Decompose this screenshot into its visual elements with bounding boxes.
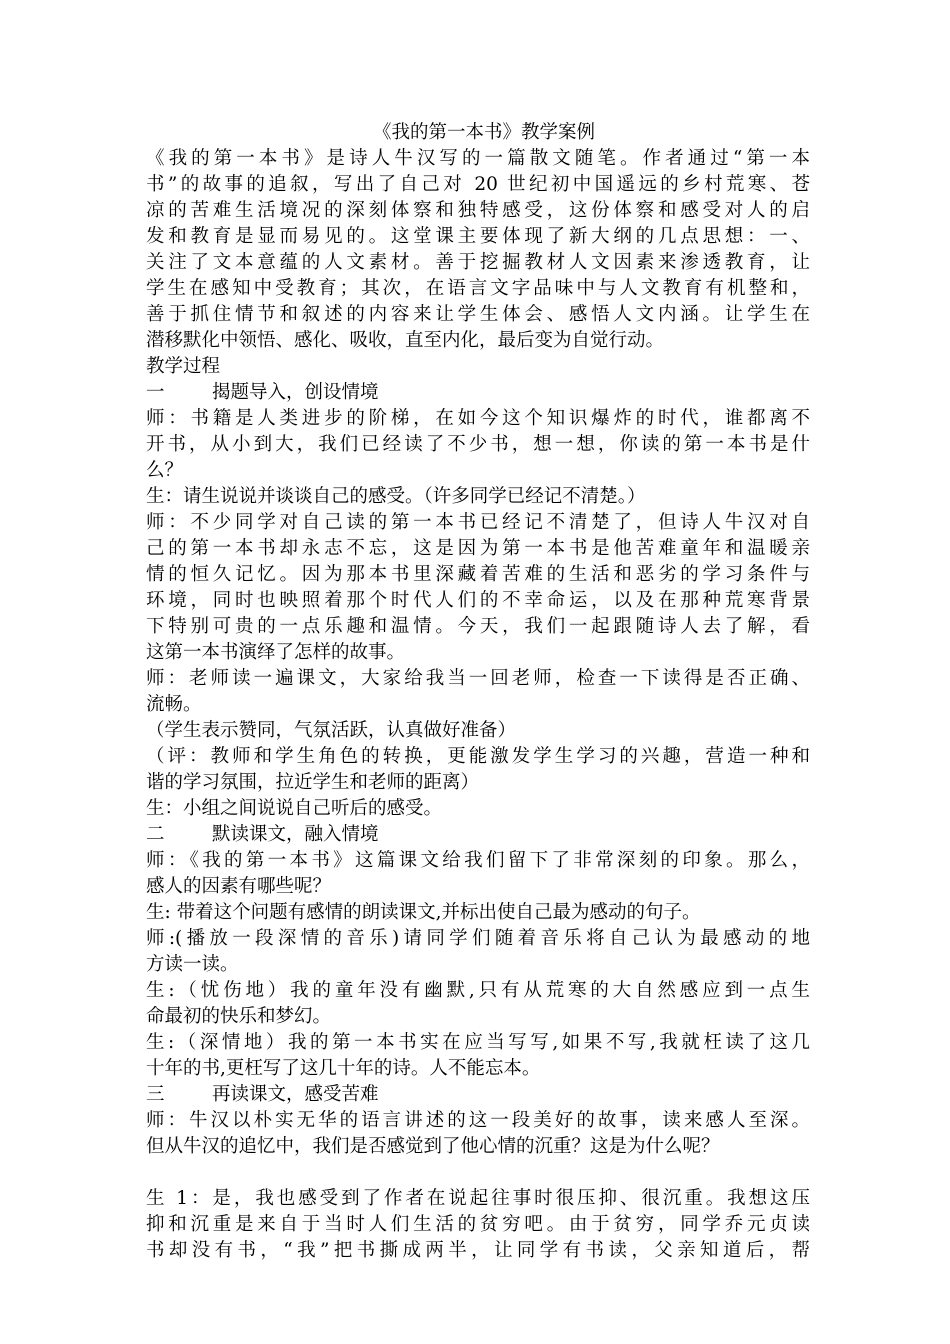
section-2-body: [146, 848, 810, 1082]
section-number: 二: [146, 824, 165, 845]
intro-line: 凉的苦难生活境况的深刻体察和独特感受，这份体察和感受对人的启: [146, 200, 810, 221]
section-title: 再读课文，感受苦难: [212, 1084, 379, 1105]
intro-line: 潜移默化中领悟、感化、吸收，直至内化，最后变为自觉行动。: [146, 330, 665, 351]
body-line: 生: 带着这个问题有感情的朗读课文,并标出使自己最为感动的句子。: [146, 902, 701, 923]
section-number: 一: [146, 382, 165, 403]
body-line: 师：不少同学对自己读的第一本书已经记不清楚了，但诗人牛汉对自: [146, 512, 810, 533]
body-line: 生：请生说说并谈谈自己的感受。（许多同学已经记不清楚。）: [146, 486, 646, 507]
body-line: 抑和沉重是来自于当时人们生活的贫穷吧。由于贫穷，同学乔元贞读: [146, 1214, 810, 1235]
intro-line: 《我的第一本书》是诗人牛汉写的一篇散文随笔。作者通过“第一本: [146, 148, 810, 169]
body-line: （学生表示赞同，气氛活跃，认真做好准备）: [146, 720, 517, 741]
body-line: 生：小组之间说说自己听后的感受。: [146, 798, 443, 819]
body-line: 师：牛汉以朴实无华的语言讲述的这一段美好的故事，读来感人至深。: [146, 1110, 810, 1131]
body-line: （评：教师和学生角色的转换，更能激发学生学习的兴趣，营造一种和: [146, 746, 810, 767]
body-line: 感人的因素有哪些呢？: [146, 876, 332, 897]
body-line: 书却没有书，“我”把书撕成两半，让同学有书读，父亲知道后，帮: [146, 1240, 810, 1261]
body-line: 师：老师读一遍课文，大家给我当一回老师，检查一下读得是否正确、: [146, 668, 810, 689]
section-heading-2: [146, 822, 810, 848]
body-line: 生 1：是，我也感受到了作者在说起往事时很压抑、很沉重。我想这压: [146, 1188, 810, 1209]
body-line: 师:(播放一段深情的音乐)请同学们随着音乐将自己认为最感动的地: [146, 928, 810, 949]
body-line: 方读一读。: [146, 954, 239, 975]
section-3-body: [146, 1108, 810, 1264]
body-line: 下特别可贵的一点乐趣和温情。今天，我们一起跟随诗人去了解，看: [146, 616, 810, 637]
process-heading: 教学过程: [146, 356, 221, 377]
body-line: 命最初的快乐和梦幻。: [146, 1006, 332, 1027]
body-line: 谐的学习氛围，拉近学生和老师的距离）: [146, 772, 480, 793]
section-heading-1: [146, 380, 810, 406]
section-number: 三: [146, 1084, 165, 1105]
body-line: 师：《我的第一本书》这篇课文给我们留下了非常深刻的印象。那么，: [146, 850, 810, 871]
intro-line: 书”的故事的追叙，写出了自己对 20 世纪初中国遥远的乡村荒寒、苍: [146, 174, 810, 195]
body-line: 己的第一本书却永志不忘，这是因为第一本书是他苦难童年和温暖亲: [146, 538, 810, 559]
document-body: [146, 120, 810, 1264]
body-line: 环境，同时也映照着那个时代人们的不幸命运，以及在那种荒寒背景: [146, 590, 810, 611]
body-line: 这第一本书演绎了怎样的故事。: [146, 642, 406, 663]
body-line: 但从牛汉的追忆中，我们是否感觉到了他心情的沉重？这是为什么呢？: [146, 1136, 720, 1157]
body-line: 生:（深情地）我的第一本书实在应当写写,如果不写,我就枉读了这几: [146, 1032, 810, 1053]
intro-line: 发和教育是显而易见的。这堂课主要体现了新大纲的几点思想：一、: [146, 226, 810, 247]
body-line: 十年的书,更枉写了这几十年的诗。人不能忘本。: [146, 1058, 541, 1079]
body-line: 师：书籍是人类进步的阶梯，在如今这个知识爆炸的时代，谁都离不: [146, 408, 810, 429]
page-title: 《我的第一本书》教学案例: [372, 122, 595, 143]
section-title: 默读课文，融入情境: [212, 824, 379, 845]
section-1-body: [146, 406, 810, 822]
body-line: 情的恒久记忆。因为那本书里深藏着苦难的生活和恶劣的学习条件与: [146, 564, 810, 585]
body-line: 开书，从小到大，我们已经读了不少书，想一想，你读的第一本书是什: [146, 434, 810, 455]
blank-line: [146, 1160, 810, 1186]
section-heading-3: [146, 1082, 810, 1108]
intro-line: 关注了文本意蕴的人文素材。善于挖掘教材人文因素来渗透教育，让: [146, 252, 810, 273]
body-line: 么？: [146, 460, 184, 481]
section-title: 揭题导入，创设情境: [212, 382, 379, 403]
body-line: 生:（忧伤地）我的童年没有幽默,只有从荒寒的大自然感应到一点生: [146, 980, 810, 1001]
intro-line: 学生在感知中受教育；其次，在语言文字品味中与人文教育有机整和，: [146, 278, 810, 299]
intro-paragraph: [146, 146, 810, 354]
intro-line: 善于抓住情节和叙述的内容来让学生体会、感悟人文内涵。让学生在: [146, 304, 810, 325]
body-line: 流畅。: [146, 694, 202, 715]
